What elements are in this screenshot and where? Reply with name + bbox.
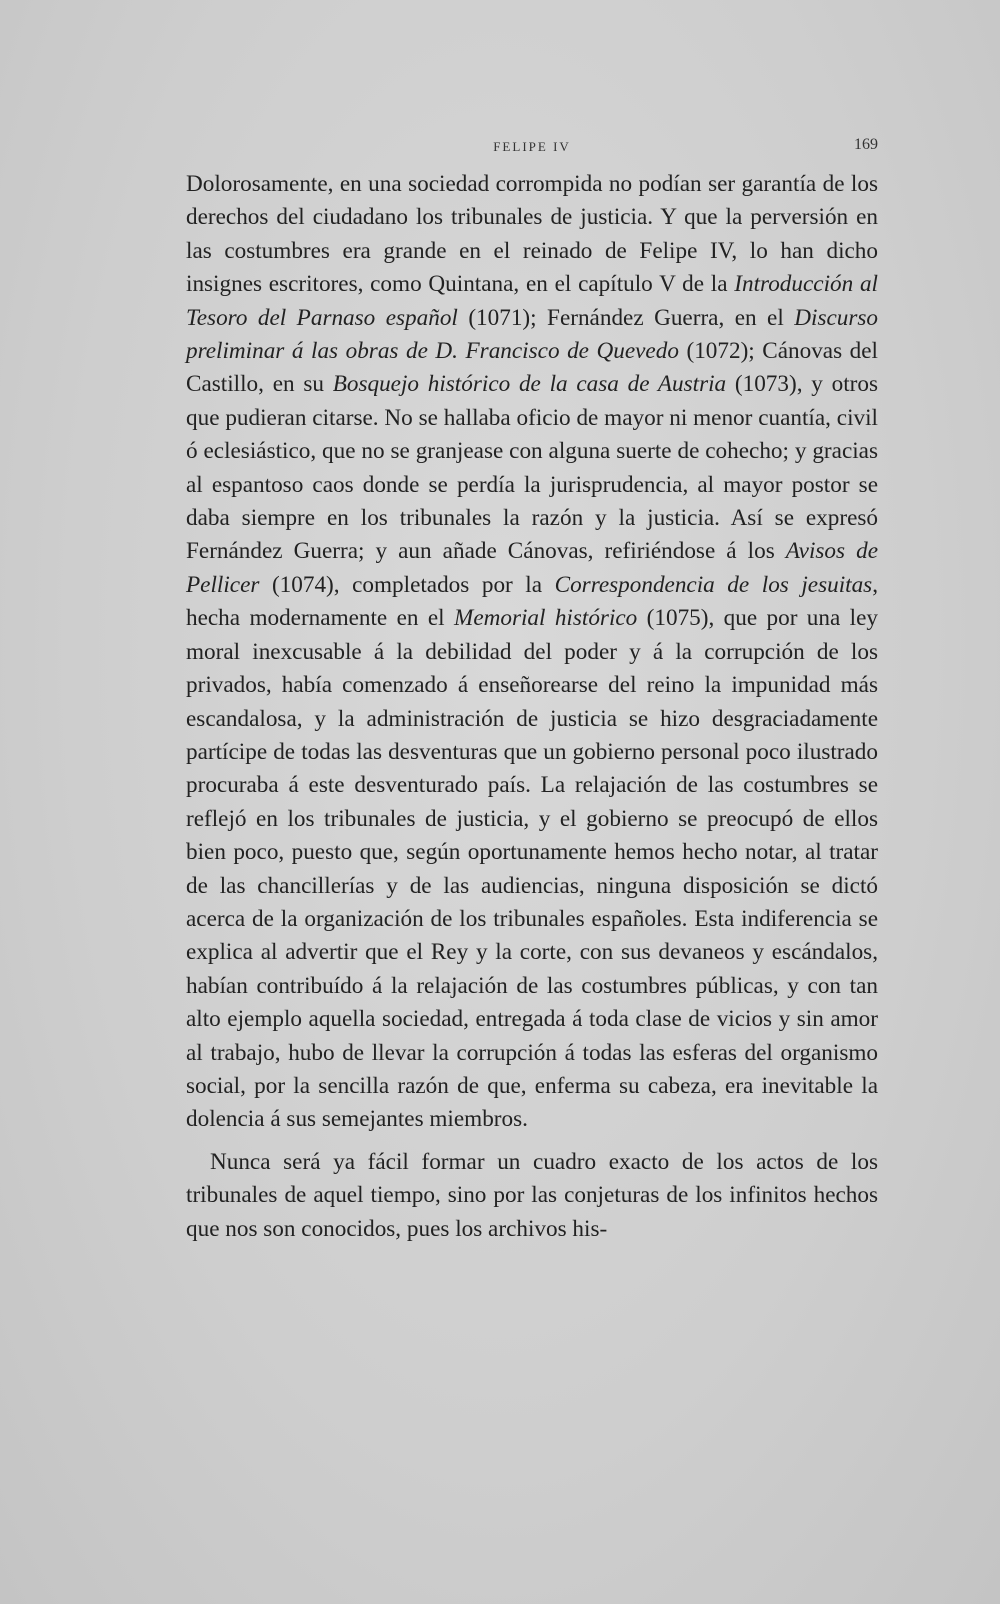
italic-title: Correspondencia de los jesuitas — [554, 571, 873, 598]
italic-title: Bosquejo histórico de la casa de Austria — [332, 371, 727, 398]
page-number: 169 — [854, 136, 878, 153]
italic-title: Avisos de Pellicer — [186, 538, 878, 598]
text-run: (1074), completados por la — [259, 571, 555, 598]
paragraph — [186, 1146, 878, 1246]
body-text — [186, 168, 878, 1246]
text-run: (1073), y otros que pudieran citarse. No se hallaba oficio de mayor ni menor cuantía, civil ó eclesiástico, que no se granjease con alguna suerte de cohecho; y gracias al espantoso caos donde se perdía la jurisprudencia, al mayor postor se daba siempre en los tribunales la razón y la justicia. Así se expresó Fernández Guerra; y aun añade Cánovas, refiriéndose á los — [186, 371, 878, 565]
text-run: Nunca será ya fácil formar un cuadro exacto de los actos de los tribunales de aquel tiempo, sino por las conjeturas de los infinitos hechos que nos son conocidos, pues los archivos his- — [186, 1148, 878, 1242]
paragraph — [186, 168, 878, 1137]
page-header — [186, 136, 878, 158]
text-run: (1071); Fernández Guerra, en el — [457, 304, 795, 331]
text-run: Dolorosamente, en una sociedad corrompida no podían ser garantía de los derechos del ciudadano los tribunales de justicia. Y que la perversión en las costumbres era grande en el reinado de Felipe IV, lo han dicho insignes escritores, como Quintana, en el capítulo V de la — [186, 171, 878, 298]
running-title: FELIPE IV — [493, 139, 571, 154]
italic-title: Introducción al Tesoro del Parnaso español — [186, 271, 878, 331]
text-run: , hecha modernamente en el — [186, 571, 879, 632]
italic-title: Discurso preliminar á las obras de D. Francisco de Quevedo — [186, 304, 879, 365]
italic-title: Memorial histórico — [454, 605, 638, 632]
text-run: (1075), que por una ley moral inexcusable á la debilidad del poder y á la corrupción de los privados, había comenzado á enseñorearse del reino la impunidad más escandalosa, y la administración de justicia se hizo desgraciadamente partícipe de todas las desventuras que un gobierno personal poco ilustrado procuraba á este desventurado país. La relajación de las costumbres se reflejó en los tribunales de justicia, y el gobierno se preocupó de ellos bien poco, puesto que, según oportunamente hemos hecho notar, al tratar de las chancillerías y de las audiencias, ninguna disposición se dictó acerca de la organización de los tribunales españoles. Esta indiferencia se explica al advertir que el Rey y la corte, con sus devaneos y escándalos, habían contribuído á la relajación de las costumbres públicas, y con tan alto ejemplo aquella sociedad, entregada á toda clase de vicios y sin amor al trabajo, hubo de llevar la corrupción á todas las esferas del organismo social, por la sencilla razón de que, enferma su cabeza, era inevitable la dolencia á sus semejantes miembros. — [186, 605, 878, 1133]
text-run: (1072); Cánovas del Castillo, en su — [186, 338, 879, 398]
